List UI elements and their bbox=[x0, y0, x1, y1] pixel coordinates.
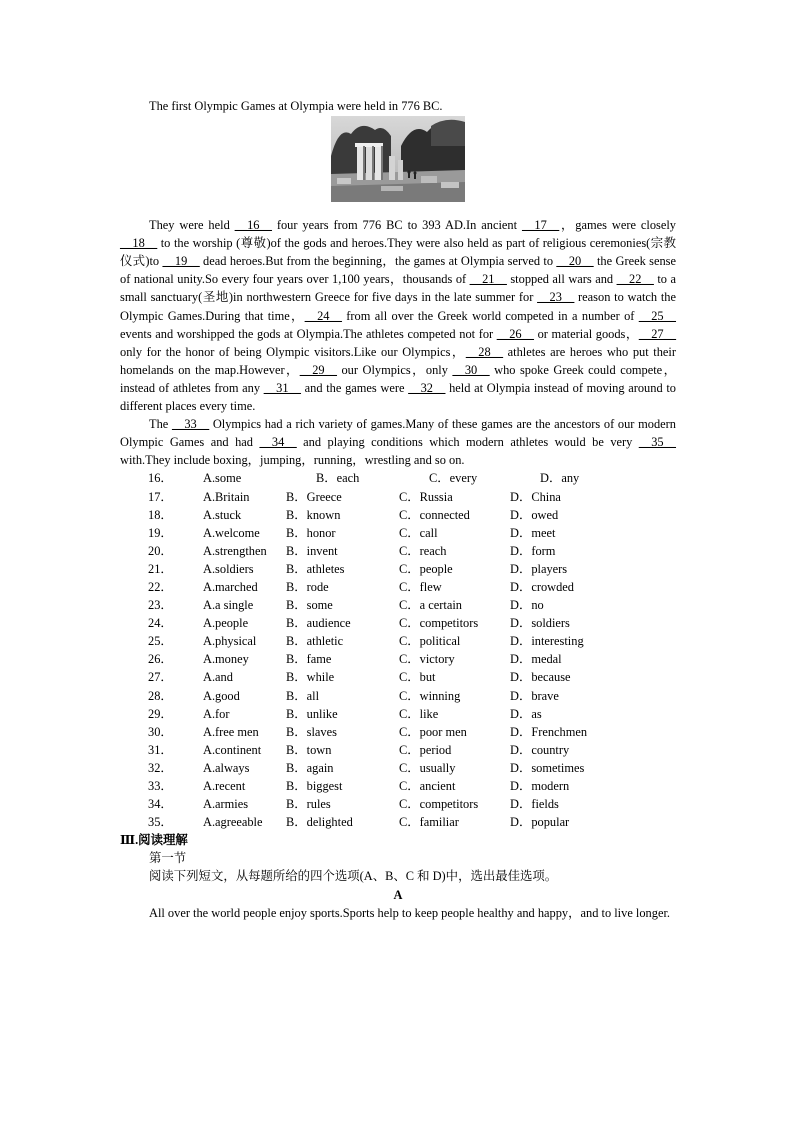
question-number: 25． bbox=[148, 634, 173, 649]
option-b: B．all bbox=[286, 688, 320, 703]
olympia-ruins-photo bbox=[331, 116, 465, 202]
question-number: 17． bbox=[148, 489, 173, 504]
option-d: D．any bbox=[540, 471, 580, 486]
option-d: D．soldiers bbox=[510, 616, 570, 631]
option-c: C．connected bbox=[399, 507, 470, 522]
option-a: A.armies bbox=[203, 797, 249, 812]
option-row bbox=[120, 469, 676, 487]
section-instruction: 阅读下列短文，从每题所给的四个选项(A、B、C 和 D)中，选出最佳选项。 bbox=[149, 869, 558, 884]
blank-32: __32__ bbox=[408, 380, 446, 395]
blank-23: __23__ bbox=[537, 290, 575, 305]
option-c: C．but bbox=[399, 670, 436, 685]
option-c: C．competitors bbox=[399, 797, 479, 812]
passage-text: who spoke Greek could compete，instead of athletes from any bbox=[120, 362, 676, 395]
blank-28: __28__ bbox=[465, 344, 504, 359]
option-d: D．sometimes bbox=[510, 760, 585, 775]
option-d: D．meet bbox=[510, 525, 556, 540]
blank-35: __35__ bbox=[638, 435, 676, 450]
option-row bbox=[120, 506, 676, 524]
passage-text: stopped all wars and bbox=[506, 272, 617, 287]
blank-34: __34__ bbox=[259, 435, 297, 450]
option-d: D．China bbox=[510, 489, 561, 504]
passage-text: from all over the Greek world competed in a number of bbox=[341, 308, 639, 323]
option-b: B．known bbox=[286, 507, 341, 522]
question-number: 21． bbox=[148, 561, 173, 576]
option-a: A.money bbox=[203, 652, 249, 667]
blank-22: __22__ bbox=[616, 272, 654, 287]
option-c: C．period bbox=[399, 742, 452, 757]
option-b: B．fame bbox=[286, 652, 332, 667]
option-row bbox=[120, 614, 676, 632]
option-a: A.and bbox=[203, 670, 233, 685]
section-heading: Ⅲ.阅读理解 bbox=[120, 833, 188, 848]
option-row bbox=[120, 723, 676, 741]
option-row bbox=[120, 560, 676, 578]
passage-text: or material goods， bbox=[533, 326, 639, 341]
option-d: D．as bbox=[510, 706, 542, 721]
option-d: D．form bbox=[510, 543, 556, 558]
blank-31: __31__ bbox=[263, 380, 301, 395]
option-d: D．players bbox=[510, 561, 568, 576]
passage-text: Olympics had a rich variety of games.Many of these games are the ancestors of our modern Olympic Games and had bbox=[120, 417, 676, 450]
blank-20: __20__ bbox=[556, 254, 594, 269]
option-b: B．unlike bbox=[286, 706, 338, 721]
options-list bbox=[120, 469, 676, 831]
option-row bbox=[120, 668, 676, 686]
passage-text: with.They include boxing，jumping，running，wrestling and so on. bbox=[120, 453, 465, 468]
question-number: 22． bbox=[148, 579, 173, 594]
option-row bbox=[120, 813, 676, 831]
option-b: B．some bbox=[286, 598, 333, 613]
option-row bbox=[120, 795, 676, 813]
option-c: C．political bbox=[399, 634, 461, 649]
passage-text: held at Olympia instead of moving around to different places every time. bbox=[120, 380, 676, 414]
option-c: C．ancient bbox=[399, 779, 456, 793]
option-a: A.recent bbox=[203, 779, 246, 793]
option-b: B．honor bbox=[286, 525, 336, 540]
passage-text: only for the honor of being Olympic visitors.Like our Olympics， bbox=[120, 344, 466, 359]
document-body bbox=[120, 97, 676, 922]
option-row bbox=[120, 650, 676, 668]
option-d: D．modern bbox=[510, 779, 570, 793]
passage-text: The bbox=[149, 417, 172, 432]
option-b: B．athletic bbox=[286, 634, 344, 649]
question-number: 32． bbox=[148, 760, 173, 775]
question-number: 30． bbox=[148, 724, 173, 739]
option-a: A.continent bbox=[203, 742, 262, 757]
blank-26: __26__ bbox=[496, 326, 534, 341]
option-c: C．like bbox=[399, 706, 439, 721]
option-b: B．town bbox=[286, 742, 332, 757]
question-number: 29． bbox=[148, 706, 173, 721]
option-row bbox=[120, 705, 676, 723]
question-number: 18． bbox=[148, 507, 173, 522]
option-a: A.agreeable bbox=[203, 815, 263, 830]
option-c: C．poor men bbox=[399, 724, 467, 739]
option-a: A.people bbox=[203, 616, 249, 631]
option-a: A.some bbox=[203, 471, 242, 486]
passage-letter: A bbox=[393, 887, 403, 902]
passage-text: They were held bbox=[149, 218, 235, 233]
option-d: D．Frenchmen bbox=[510, 724, 588, 739]
option-c: C．call bbox=[399, 525, 438, 540]
blank-27: __27__ bbox=[638, 326, 677, 341]
option-b: B．Greece bbox=[286, 489, 342, 504]
option-b: B．while bbox=[286, 670, 335, 685]
option-a: A.welcome bbox=[203, 525, 260, 540]
option-c: C．every bbox=[429, 471, 478, 486]
blank-17: __17__ bbox=[522, 218, 560, 233]
passage-text: to the worship (尊敬)of the gods and heroes.They were also held as part of religious ceremonies(宗教仪式)to bbox=[120, 236, 676, 269]
option-d: D．medal bbox=[510, 652, 562, 667]
option-a: A.soldiers bbox=[203, 561, 254, 576]
option-d: D．interesting bbox=[510, 634, 584, 649]
blank-19: __19__ bbox=[162, 254, 200, 269]
option-b: B．biggest bbox=[286, 779, 343, 793]
question-number: 16． bbox=[148, 471, 173, 486]
option-a: A.good bbox=[203, 688, 240, 703]
option-d: D．because bbox=[510, 670, 571, 685]
option-c: C．reach bbox=[399, 543, 447, 558]
option-c: C．competitors bbox=[399, 616, 479, 631]
passage-text: dead heroes.But from the beginning，the games at Olympia served to bbox=[199, 254, 557, 269]
question-number: 28． bbox=[148, 688, 173, 703]
section-part: 第一节 bbox=[149, 851, 187, 866]
option-d: D．country bbox=[510, 742, 570, 757]
passage-text: and the games were bbox=[300, 380, 409, 395]
intro-sentence: The first Olympic Games at Olympia were held in 776 BC. bbox=[149, 99, 443, 113]
option-c: C．familiar bbox=[399, 815, 459, 830]
blank-24: __24__ bbox=[304, 308, 342, 323]
option-c: C．victory bbox=[399, 652, 455, 667]
option-row bbox=[120, 596, 676, 614]
blank-16: __16__ bbox=[234, 218, 272, 233]
option-row bbox=[120, 632, 676, 650]
passage-text: events and worshipped the gods at Olympia.The athletes competed not for bbox=[120, 326, 497, 341]
question-number: 35． bbox=[148, 815, 173, 830]
option-a: A.marched bbox=[203, 579, 258, 594]
option-row bbox=[120, 542, 676, 560]
option-b: B．rode bbox=[286, 579, 329, 594]
blank-25: __25__ bbox=[638, 308, 676, 323]
question-number: 33． bbox=[148, 779, 173, 793]
passage-text: the Greek sense of national unity.So every four years over 1,100 years，thousands of bbox=[120, 254, 676, 287]
passage-paragraph-1 bbox=[120, 216, 676, 415]
option-row bbox=[120, 578, 676, 596]
reading-passage-text: All over the world people enjoy sports.Sports help to keep people healthy and happy，and to live longer. bbox=[149, 905, 670, 920]
option-d: D．popular bbox=[510, 815, 570, 830]
option-b: B．delighted bbox=[286, 815, 353, 830]
option-row bbox=[120, 759, 676, 777]
question-number: 20． bbox=[148, 543, 173, 558]
question-number: 23． bbox=[148, 598, 173, 613]
blank-33: __33__ bbox=[171, 417, 210, 432]
option-a: A.physical bbox=[203, 634, 257, 649]
passage-text: our Olympics，only bbox=[336, 362, 453, 377]
option-d: D．brave bbox=[510, 688, 559, 703]
blank-29: __29__ bbox=[299, 362, 337, 377]
option-a: A.strengthen bbox=[203, 543, 267, 558]
option-a: A.Britain bbox=[203, 489, 250, 504]
question-number: 34． bbox=[148, 797, 173, 812]
option-b: B．athletes bbox=[286, 561, 345, 576]
option-a: A.free men bbox=[203, 724, 259, 739]
option-b: B．invent bbox=[286, 543, 338, 558]
option-c: C．a certain bbox=[399, 598, 462, 613]
option-row bbox=[120, 488, 676, 506]
option-a: A.a single bbox=[203, 598, 254, 613]
option-a: A.always bbox=[203, 760, 250, 775]
passage-text: athletes are heroes who put their homelands on the map.However， bbox=[120, 344, 676, 377]
option-row bbox=[120, 741, 676, 759]
question-number: 19． bbox=[148, 525, 173, 540]
option-a: A.for bbox=[203, 706, 230, 721]
question-number: 26． bbox=[148, 652, 173, 667]
option-a: A.stuck bbox=[203, 507, 242, 522]
option-d: D．fields bbox=[510, 797, 559, 812]
option-row bbox=[120, 777, 676, 795]
passage-text: to a small sanctuary(圣地)in northwestern Greece for five days in the late summer for bbox=[120, 272, 676, 305]
question-number: 27． bbox=[148, 670, 173, 685]
option-b: B．each bbox=[316, 471, 360, 486]
option-d: D．no bbox=[510, 598, 544, 613]
option-row bbox=[120, 524, 676, 542]
option-row bbox=[120, 687, 676, 705]
photo-container bbox=[120, 116, 676, 202]
option-d: D．crowded bbox=[510, 579, 574, 594]
passage-text: and playing conditions which modern athletes would be very bbox=[296, 435, 639, 450]
question-number: 24． bbox=[148, 616, 173, 631]
option-c: C．flew bbox=[399, 579, 442, 594]
blank-30: __30__ bbox=[452, 362, 490, 377]
option-c: C．people bbox=[399, 561, 453, 576]
question-number: 31． bbox=[148, 742, 173, 757]
option-c: C．usually bbox=[399, 760, 456, 775]
blank-21: __21__ bbox=[469, 272, 507, 287]
option-b: B．again bbox=[286, 760, 334, 775]
passage-text: four years from 776 BC to 393 AD.In ancient bbox=[271, 218, 522, 233]
option-c: C．winning bbox=[399, 688, 461, 703]
blank-18: __18__ bbox=[120, 236, 158, 251]
passage-text: reason to watch the Olympic Games.During that time， bbox=[120, 290, 677, 323]
passage-paragraph-2 bbox=[120, 415, 676, 469]
option-b: B．rules bbox=[286, 797, 331, 812]
option-b: B．slaves bbox=[286, 724, 337, 739]
option-b: B．audience bbox=[286, 616, 351, 631]
option-c: C．Russia bbox=[399, 489, 453, 504]
option-d: D．owed bbox=[510, 507, 559, 522]
passage-text: ，games were closely bbox=[559, 218, 676, 233]
